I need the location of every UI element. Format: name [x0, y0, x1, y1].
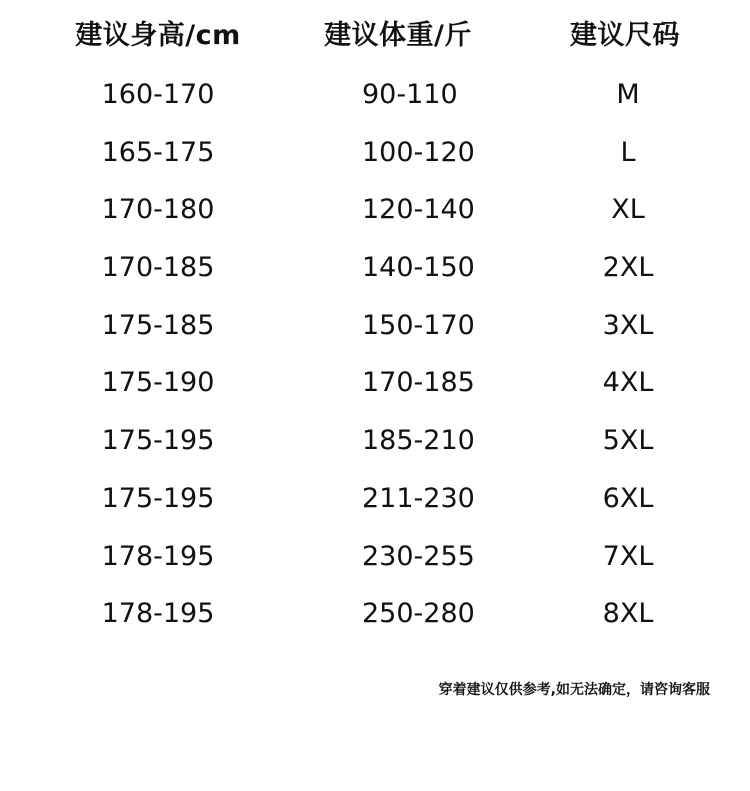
- table-row: [0, 297, 750, 355]
- cell-size: 5XL: [602, 425, 654, 457]
- header-weight: 建议体重/斤: [324, 20, 472, 51]
- table-row: [0, 239, 750, 297]
- cell-weight: 211-230: [362, 482, 475, 514]
- table-row: [0, 124, 750, 182]
- cell-weight: 90-110: [362, 79, 458, 110]
- cell-height: 175-195: [101, 482, 215, 514]
- cell-weight: 250-280: [362, 598, 475, 630]
- cell-weight: 140-150: [362, 252, 475, 284]
- disclaimer-note: 穿着建议仅供参考,如无法确定，请咨询客服: [438, 682, 710, 698]
- cell-size: 8XL: [602, 598, 654, 630]
- cell-size: L: [620, 136, 636, 168]
- header-height: 建议身高/cm: [75, 20, 241, 51]
- cell-weight: 230-255: [362, 540, 475, 572]
- cell-height: 178-195: [101, 540, 215, 572]
- cell-size: 7XL: [602, 540, 654, 572]
- table-row: [0, 354, 750, 412]
- cell-height: 170-180: [101, 194, 215, 226]
- cell-size: XL: [611, 194, 645, 226]
- cell-height: 170-185: [101, 252, 215, 284]
- table-row: [0, 470, 750, 528]
- cell-weight: 185-210: [362, 425, 475, 457]
- cell-size: 6XL: [602, 482, 654, 514]
- cell-size: 3XL: [602, 309, 654, 341]
- cell-weight: 170-185: [362, 367, 475, 399]
- table-body: [0, 66, 750, 643]
- cell-weight: 120-140: [362, 194, 475, 226]
- table-row: [0, 412, 750, 470]
- cell-height: 165-175: [101, 136, 215, 168]
- cell-weight: 150-170: [362, 309, 475, 341]
- cell-height: 175-185: [101, 309, 215, 341]
- cell-height: 175-195: [101, 425, 215, 457]
- table-row: [0, 528, 750, 586]
- cell-size: 2XL: [602, 252, 654, 284]
- header-size: 建议尺码: [570, 20, 680, 51]
- cell-weight: 100-120: [362, 136, 475, 168]
- cell-height: 175-190: [101, 367, 215, 399]
- cell-height: 160-170: [101, 79, 215, 110]
- table-row: [0, 585, 750, 643]
- table-row: [0, 66, 750, 124]
- cell-height: 178-195: [101, 598, 215, 630]
- table-row: [0, 181, 750, 239]
- cell-size: 4XL: [602, 367, 654, 399]
- table-header-row: [0, 12, 750, 60]
- cell-size: M: [616, 79, 640, 110]
